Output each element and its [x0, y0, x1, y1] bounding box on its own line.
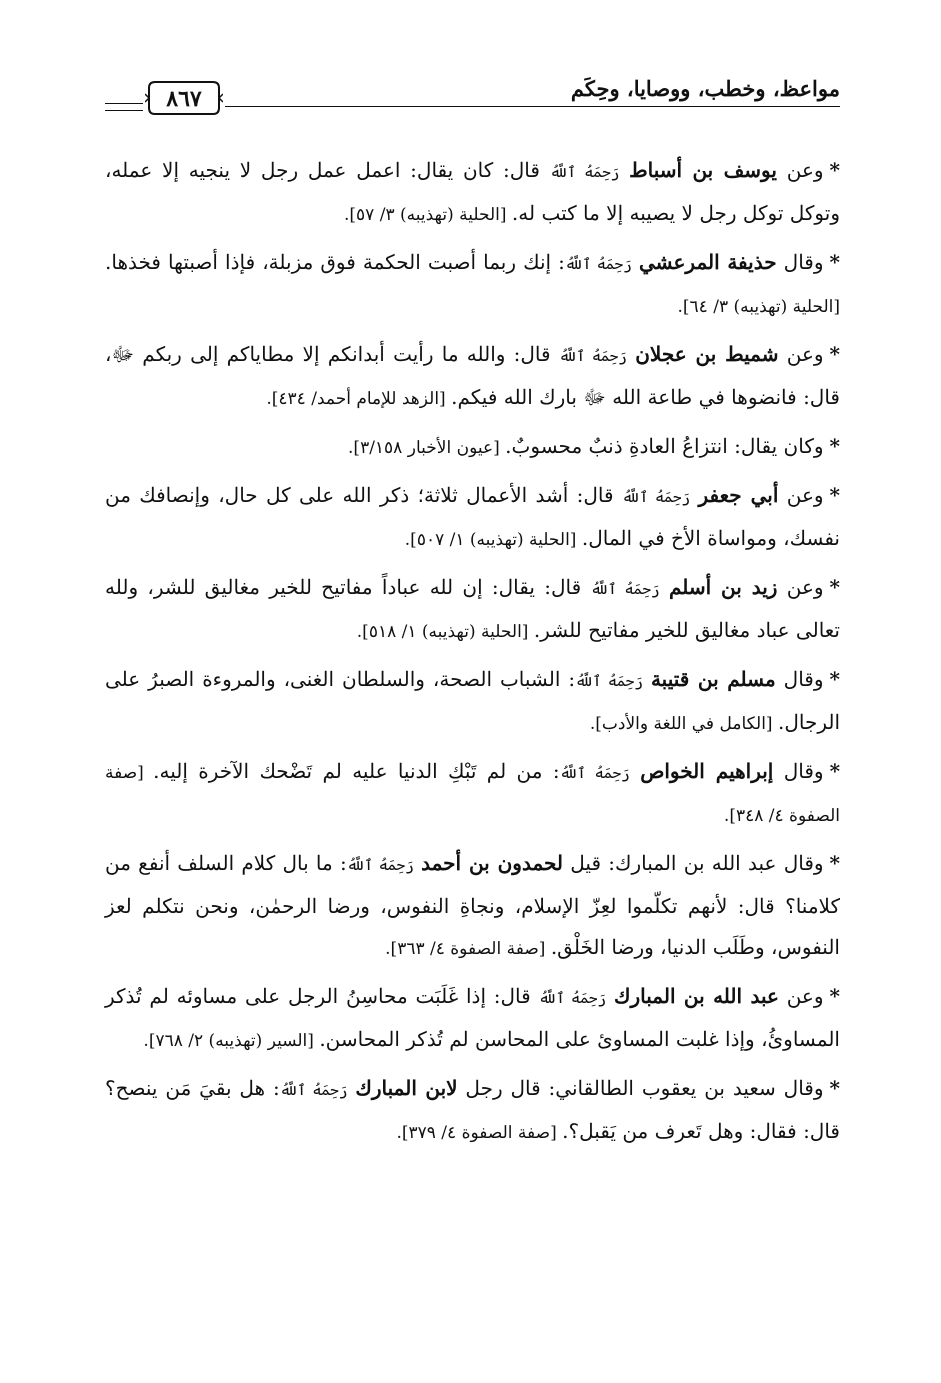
honorific: رَحِمَهُ ٱللَّهُ — [538, 989, 607, 1007]
entry — [105, 475, 840, 561]
entry-lead: وعن — [777, 575, 824, 599]
source-reference: [صفة الصفوة ٤/ ٣٧٩]. — [396, 1123, 563, 1143]
star-marker: * — [829, 250, 840, 274]
narrator-name: لحمدون بن أحمد — [421, 851, 564, 875]
entry — [105, 843, 840, 970]
honorific: رَحِمَهُ ٱللَّهُ — [575, 672, 643, 690]
entry-text: قال: يقال: إن لله عباداً مفاتيح للخير مغاليق للشر، ولله تعالى عباد مغاليق للخير مفاتيح للشر. — [105, 575, 840, 642]
entry — [105, 567, 840, 653]
star-marker: * — [829, 342, 840, 366]
entry-lead: وعن — [778, 342, 824, 366]
source-reference: [الحلية (تهذيبه) ١/ ٥٠٧]. — [404, 530, 582, 550]
star-marker: * — [829, 483, 840, 507]
honorific: رَحِمَهُ ٱللَّهُ — [621, 488, 691, 506]
entry-lead: وعن — [778, 483, 824, 507]
source-reference: [الحلية (تهذيبه) ١/ ٥١٨]. — [356, 622, 534, 642]
honorific: رَحِمَهُ ٱللَّهُ — [558, 347, 627, 365]
star-marker: * — [829, 1076, 840, 1100]
page-number: ٨٦٧ — [166, 86, 202, 112]
honorific: رَحِمَهُ ٱللَّهُ — [346, 856, 414, 874]
star-marker: * — [829, 851, 841, 875]
source-reference: [الحلية (تهذيبه) ٣/ ٦٤]. — [677, 297, 840, 317]
star-marker: * — [829, 575, 841, 599]
source-reference: [السير (تهذيبه) ٢/ ٧٦٨]. — [143, 1031, 320, 1051]
entry-text: : إنك ربما أصبت الحكمة فوق مزبلة، فإذا أصبتها فخذها. — [105, 250, 565, 274]
entry-text: وكان يقال: انتزاعُ العادةِ ذنبٌ محسوبٌ. — [505, 434, 824, 458]
entry — [105, 150, 840, 236]
honorific: رَحِمَهُ ٱللَّهُ — [559, 764, 630, 782]
entry — [105, 426, 840, 469]
star-marker: * — [829, 984, 840, 1008]
header-rule-left-bottom — [105, 110, 143, 111]
entry — [105, 976, 840, 1062]
honorific: رَحِمَهُ ٱللَّهُ — [590, 580, 660, 598]
source-reference: [الكامل في اللغة والأدب]. — [589, 714, 778, 734]
entry-text: قال: إذا غَلَبَت محاسِنُ الرجل على مساوئه لم تُذكر المساوئُ، وإذا غلبت المساوئ على المحاسن لم تُذكر المحاسن. — [105, 984, 840, 1051]
entry-text: قال: والله ما رأيت أبدانكم إلا مطاياكم إلى ربكم ﷻ، قال: فانضوها في طاعة الله ﷻ بارك الله فيكم. — [105, 342, 840, 409]
header-rule-left-top — [105, 103, 143, 104]
narrator-name: عبد الله بن المبارك — [614, 984, 779, 1008]
narrator-name: إبراهيم الخواص — [640, 759, 774, 783]
entry-text: : من لم تَبْكِ الدنيا عليه لم تَضْحك الآخرة إليه. — [153, 759, 560, 783]
narrator-name: حذيفة المرعشي — [638, 250, 777, 274]
narrator-name: شميط بن عجلان — [635, 342, 779, 366]
entry-lead: وعن — [776, 158, 824, 182]
narrator-name: مسلم بن قتيبة — [650, 667, 776, 691]
entry — [105, 751, 840, 837]
entry-lead: وقال — [775, 667, 824, 691]
entry-lead: وعن — [778, 984, 824, 1008]
narrator-name: أبي جعفر — [698, 483, 779, 507]
page-number-frame — [145, 78, 223, 118]
entry-text: قال: كان يقال: اعمل عمل رجل لا ينجيه إلا عمله، وتوكل توكل رجل لا يصيبه إلا ما كتب له. — [105, 158, 840, 225]
source-reference: [الزهد للإمام أحمد/ ٤٣٤]. — [266, 389, 452, 409]
page-content — [105, 150, 840, 1154]
star-marker: * — [829, 667, 840, 691]
entry — [105, 659, 840, 745]
header-rule — [225, 106, 840, 107]
entry-text: : هل بقيَ مَن ينصح؟ قال: فقال: وهل تَعرف من يَقبل؟. — [105, 1076, 840, 1143]
chapter-title: مواعظ، وخطب، ووصايا، وحِكَم — [570, 76, 840, 101]
entry — [105, 1068, 840, 1154]
honorific: رَحِمَهُ ٱللَّهُ — [549, 163, 620, 181]
star-marker: * — [829, 158, 841, 182]
entry-text: : الشباب الصحة، والسلطان الغنى، والمروءة الصبرُ على الرجال. — [105, 667, 840, 734]
source-reference: [صفة الصفوة ٤/ ٣٦٣]. — [385, 939, 551, 959]
entry — [105, 334, 840, 420]
entry-lead: وقال سعيد بن يعقوب الطالقاني: قال رجل — [457, 1076, 824, 1100]
entry-text: : ما بال كلام السلف أنفع من كلامنا؟ قال: لأنهم تكلّموا لعِزّ الإسلام، ونجاةِ النفوس، ورضا الرحمٰن، ونحن نتكلم لعز النفوس، وطَلَب الدنيا، ورضا الخَلْق. — [105, 851, 840, 959]
entry — [105, 242, 840, 328]
honorific: رَحِمَهُ ٱللَّهُ — [279, 1081, 348, 1099]
running-header — [105, 60, 840, 122]
star-marker: * — [829, 434, 840, 458]
narrator-name: زيد بن أسلم — [668, 575, 778, 599]
narrator-name: يوسف بن أسباط — [629, 158, 777, 182]
honorific: رَحِمَهُ ٱللَّهُ — [564, 255, 632, 273]
book-page — [105, 60, 840, 1360]
entry-text: قال: أشد الأعمال ثلاثة؛ ذكر الله على كل حال، وإنصافك من نفسك، ومواساة الأخ في المال. — [105, 483, 840, 550]
entry-lead: وقال عبد الله بن المبارك: قيل — [563, 851, 824, 875]
narrator-name: لابن المبارك — [355, 1076, 458, 1100]
entry-lead: وقال — [776, 250, 824, 274]
source-reference: [صفة الصفوة ٤/ ٣٤٨]. — [105, 763, 840, 826]
source-reference: [عيون الأخبار ٣/١٥٨]. — [348, 438, 506, 458]
source-reference: [الحلية (تهذيبه) ٣/ ٥٧]. — [344, 205, 512, 225]
star-marker: * — [829, 759, 841, 783]
entry-lead: وقال — [773, 759, 824, 783]
